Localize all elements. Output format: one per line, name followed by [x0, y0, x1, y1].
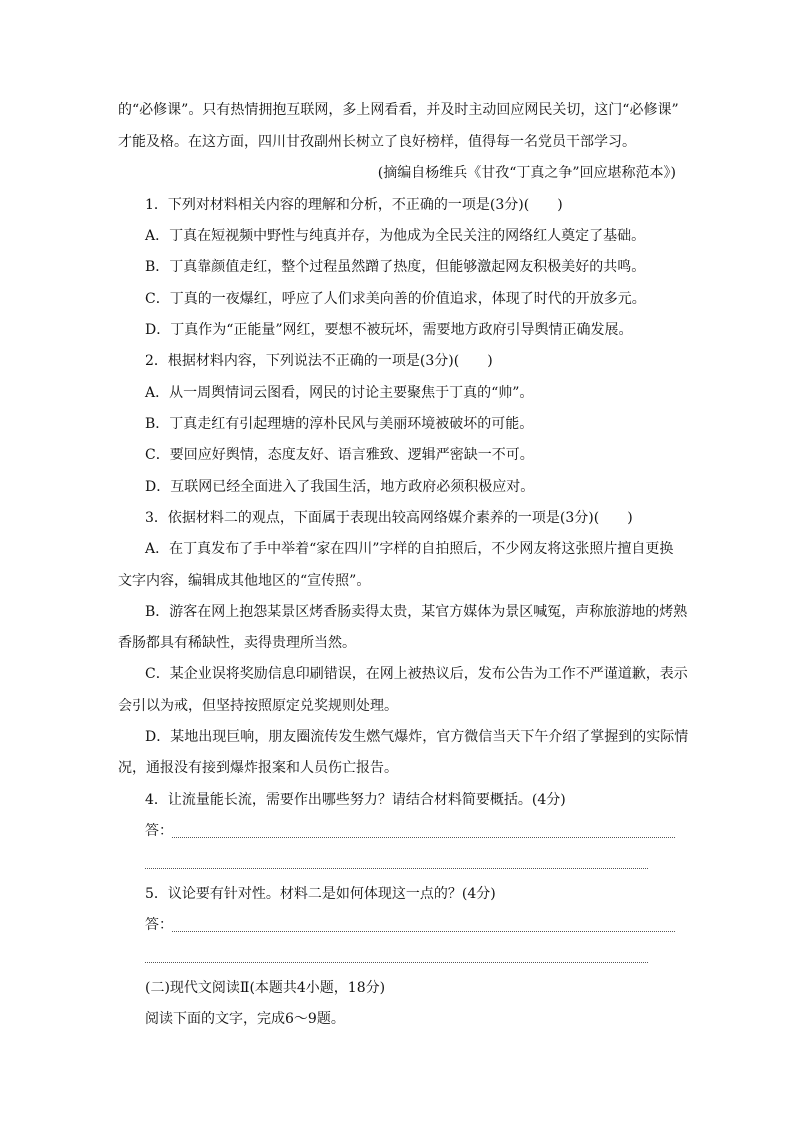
question-3-option-a-line-2: 文字内容，编辑成其他地区的“宣传照”。 [118, 573, 371, 589]
question-2-option-c: C．要回应好舆情，态度友好、语言雅致、逻辑严密缺一不可。 [145, 447, 534, 463]
question-1-option-c: C．丁真的一夜爆红，呼应了人们求美向善的价值追求，体现了时代的开放多元。 [145, 291, 646, 307]
question-1-option-b: B．丁真靠颜值走红，整个过程虽然蹭了热度，但能够激起网友积极美好的共鸣。 [145, 259, 646, 275]
section-2-heading: (二)现代文阅读Ⅱ(本题共4小题，18分) [145, 980, 386, 996]
question-5-stem: 5．议论要有针对性。材料二是如何体现这一点的？(4分) [145, 886, 496, 902]
question-4-answer-line-2[interactable] [145, 868, 648, 869]
question-5-answer-line-2[interactable] [145, 962, 648, 963]
question-3-option-b-line-2: 香肠都具有稀缺性，卖得贵理所当然。 [118, 635, 356, 651]
section-2-instruction: 阅读下面的文字，完成6～9题。 [145, 1011, 345, 1027]
intro-line-1: 的“必修课”。只有热情拥抱互联网，多上网看看，并及时主动回应网民关切，这门“必修课” [118, 102, 679, 118]
question-4-answer-line-1[interactable] [172, 837, 675, 838]
question-3-option-c-line-1: C．某企业误将奖励信息印刷错误，在网上被热议后，发布公告为工作不严谨道歉，表示 [145, 666, 688, 682]
question-3-option-d-line-1: D．某地出现巨响，朋友圈流传发生燃气爆炸，官方微信当天下午介绍了掌握到的实际情 [145, 729, 689, 745]
question-4-answer-label: 答： [145, 823, 173, 839]
question-4-stem: 4．让流量能长流，需要作出哪些努力？请结合材料简要概括。(4分) [145, 792, 566, 808]
question-3-option-d-line-2: 况，通报没有接到爆炸报案和人员伤亡报告。 [118, 760, 398, 776]
question-1-option-a: A．丁真在短视频中野性与纯真并存，为他成为全民关注的网络红人奠定了基础。 [145, 228, 646, 244]
question-5-answer-line-1[interactable] [172, 931, 675, 932]
question-3-stem: 3．依据材料二的观点，下面属于表现出较高网络媒介素养的一项是(3分)( ) [145, 510, 633, 526]
question-2-option-d: D．互联网已经全面进入了我国生活，地方政府必须积极应对。 [145, 479, 535, 495]
question-3-option-b-line-1: B．游客在网上抱怨某景区烤香肠卖得太贵，某官方媒体为景区喊冤，声称旅游地的烤熟 [145, 604, 688, 620]
question-5-answer-label: 答： [145, 917, 173, 933]
question-3-option-a-line-1: A．在丁真发布了手中举着“家在四川”字样的自拍照后，不少网友将这张照片擅自更换 [145, 541, 674, 557]
question-1-option-d: D．丁真作为“正能量”网红，要想不被玩坏，需要地方政府引导舆情正确发展。 [145, 322, 633, 338]
question-2-stem: 2．根据材料内容，下列说法不正确的一项是(3分)( ) [145, 353, 493, 369]
question-3-option-c-line-2: 会引以为戒，但坚持按照原定兑奖规则处理。 [118, 698, 398, 714]
source-citation: (摘编自杨维兵《甘孜“丁真之争”回应堪称范本》) [377, 165, 676, 181]
question-2-option-b: B．丁真走红有引起理塘的淳朴民风与美丽环境被破坏的可能。 [145, 416, 534, 432]
question-2-option-a: A．从一周舆情词云图看，网民的讨论主要聚焦于丁真的“帅”。 [145, 385, 534, 401]
intro-line-2: 才能及格。在这方面，四川甘孜副州长树立了良好榜样，值得每一名党员干部学习。 [118, 134, 636, 150]
question-1-stem: 1．下列对材料相关内容的理解和分析，不正确的一项是(3分)( ) [145, 197, 563, 213]
